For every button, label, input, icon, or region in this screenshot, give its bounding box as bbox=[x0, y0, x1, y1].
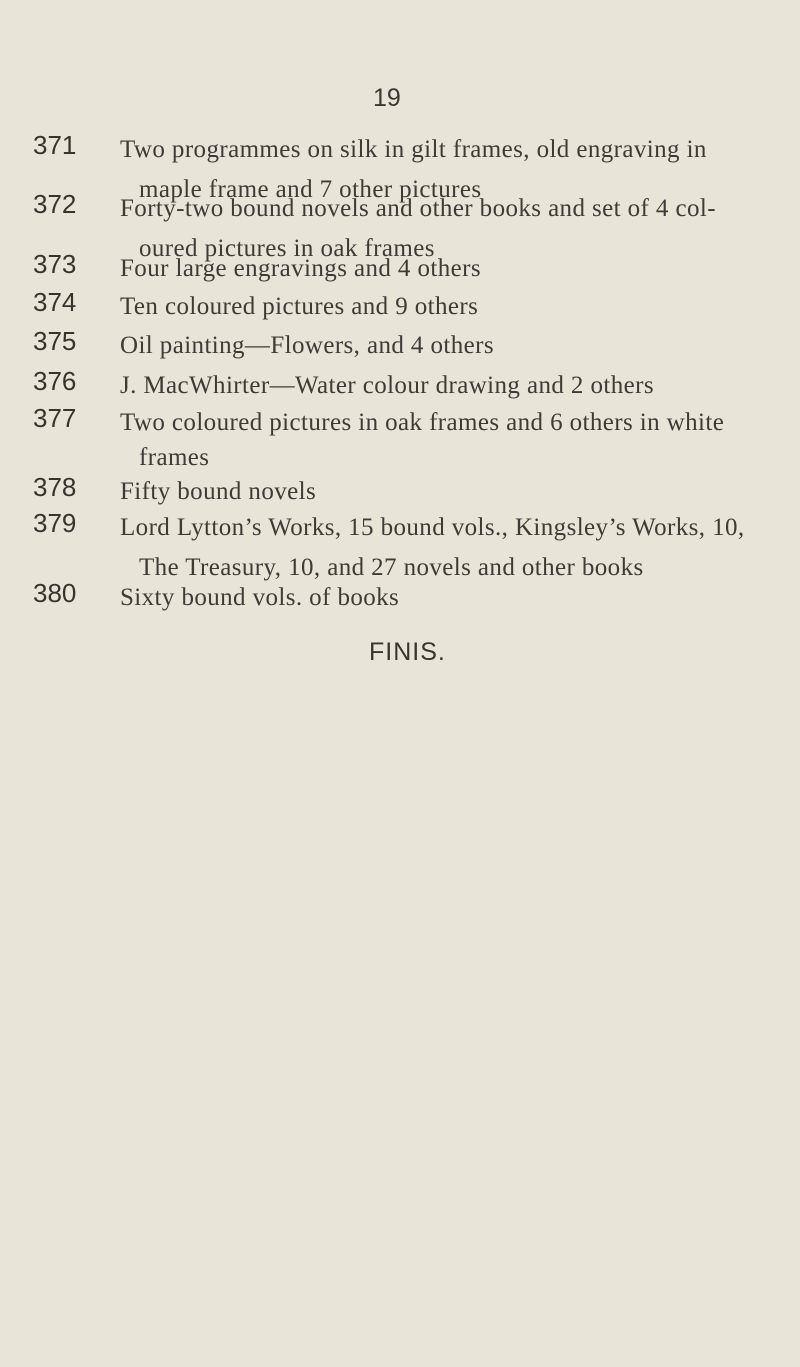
lot-description-line: Forty-two bound novels and other books and set of 4 col- bbox=[120, 195, 716, 222]
lot-description-line: Two programmes on silk in gilt frames, old engraving in bbox=[120, 136, 707, 163]
lot-description-line: Lord Lytton’s Works, 15 bound vols., Kingsley’s Works, 10, bbox=[120, 514, 745, 541]
lot-description-line: frames bbox=[139, 444, 210, 471]
page-number: 19 bbox=[373, 84, 401, 112]
lot-number: 379 bbox=[33, 508, 77, 538]
lot-description-line: The Treasury, 10, and 27 novels and other books bbox=[139, 554, 644, 581]
lot-description bbox=[120, 403, 785, 473]
lot-number: 373 bbox=[33, 249, 77, 279]
lot-number: 377 bbox=[33, 403, 77, 433]
lot-number: 375 bbox=[33, 326, 77, 356]
finis-heading: FINIS. bbox=[369, 638, 446, 666]
lot-description: Sixty bound vols. of books bbox=[120, 584, 400, 611]
lot-number: 380 bbox=[33, 578, 77, 608]
lot-description: Four large engravings and 4 others bbox=[120, 255, 481, 282]
lot-number: 374 bbox=[33, 287, 77, 317]
lot-number: 372 bbox=[33, 189, 77, 219]
lot-description: Ten coloured pictures and 9 others bbox=[120, 293, 479, 320]
lot-description: J. MacWhirter—Water colour drawing and 2 others bbox=[120, 372, 654, 399]
lot-number: 378 bbox=[33, 472, 77, 502]
lot-description bbox=[120, 508, 785, 588]
lot-description: Fifty bound novels bbox=[120, 478, 317, 505]
lot-number: 376 bbox=[33, 366, 77, 396]
lot-number: 371 bbox=[33, 130, 77, 160]
lot-description-line: maple frame and 7 other pictures bbox=[139, 176, 482, 203]
lot-description: Oil painting—Flowers, and 4 others bbox=[120, 332, 494, 359]
lot-description-line: oured pictures in oak frames bbox=[139, 235, 435, 262]
lot-description-line: Two coloured pictures in oak frames and 6 others in white bbox=[120, 409, 725, 436]
